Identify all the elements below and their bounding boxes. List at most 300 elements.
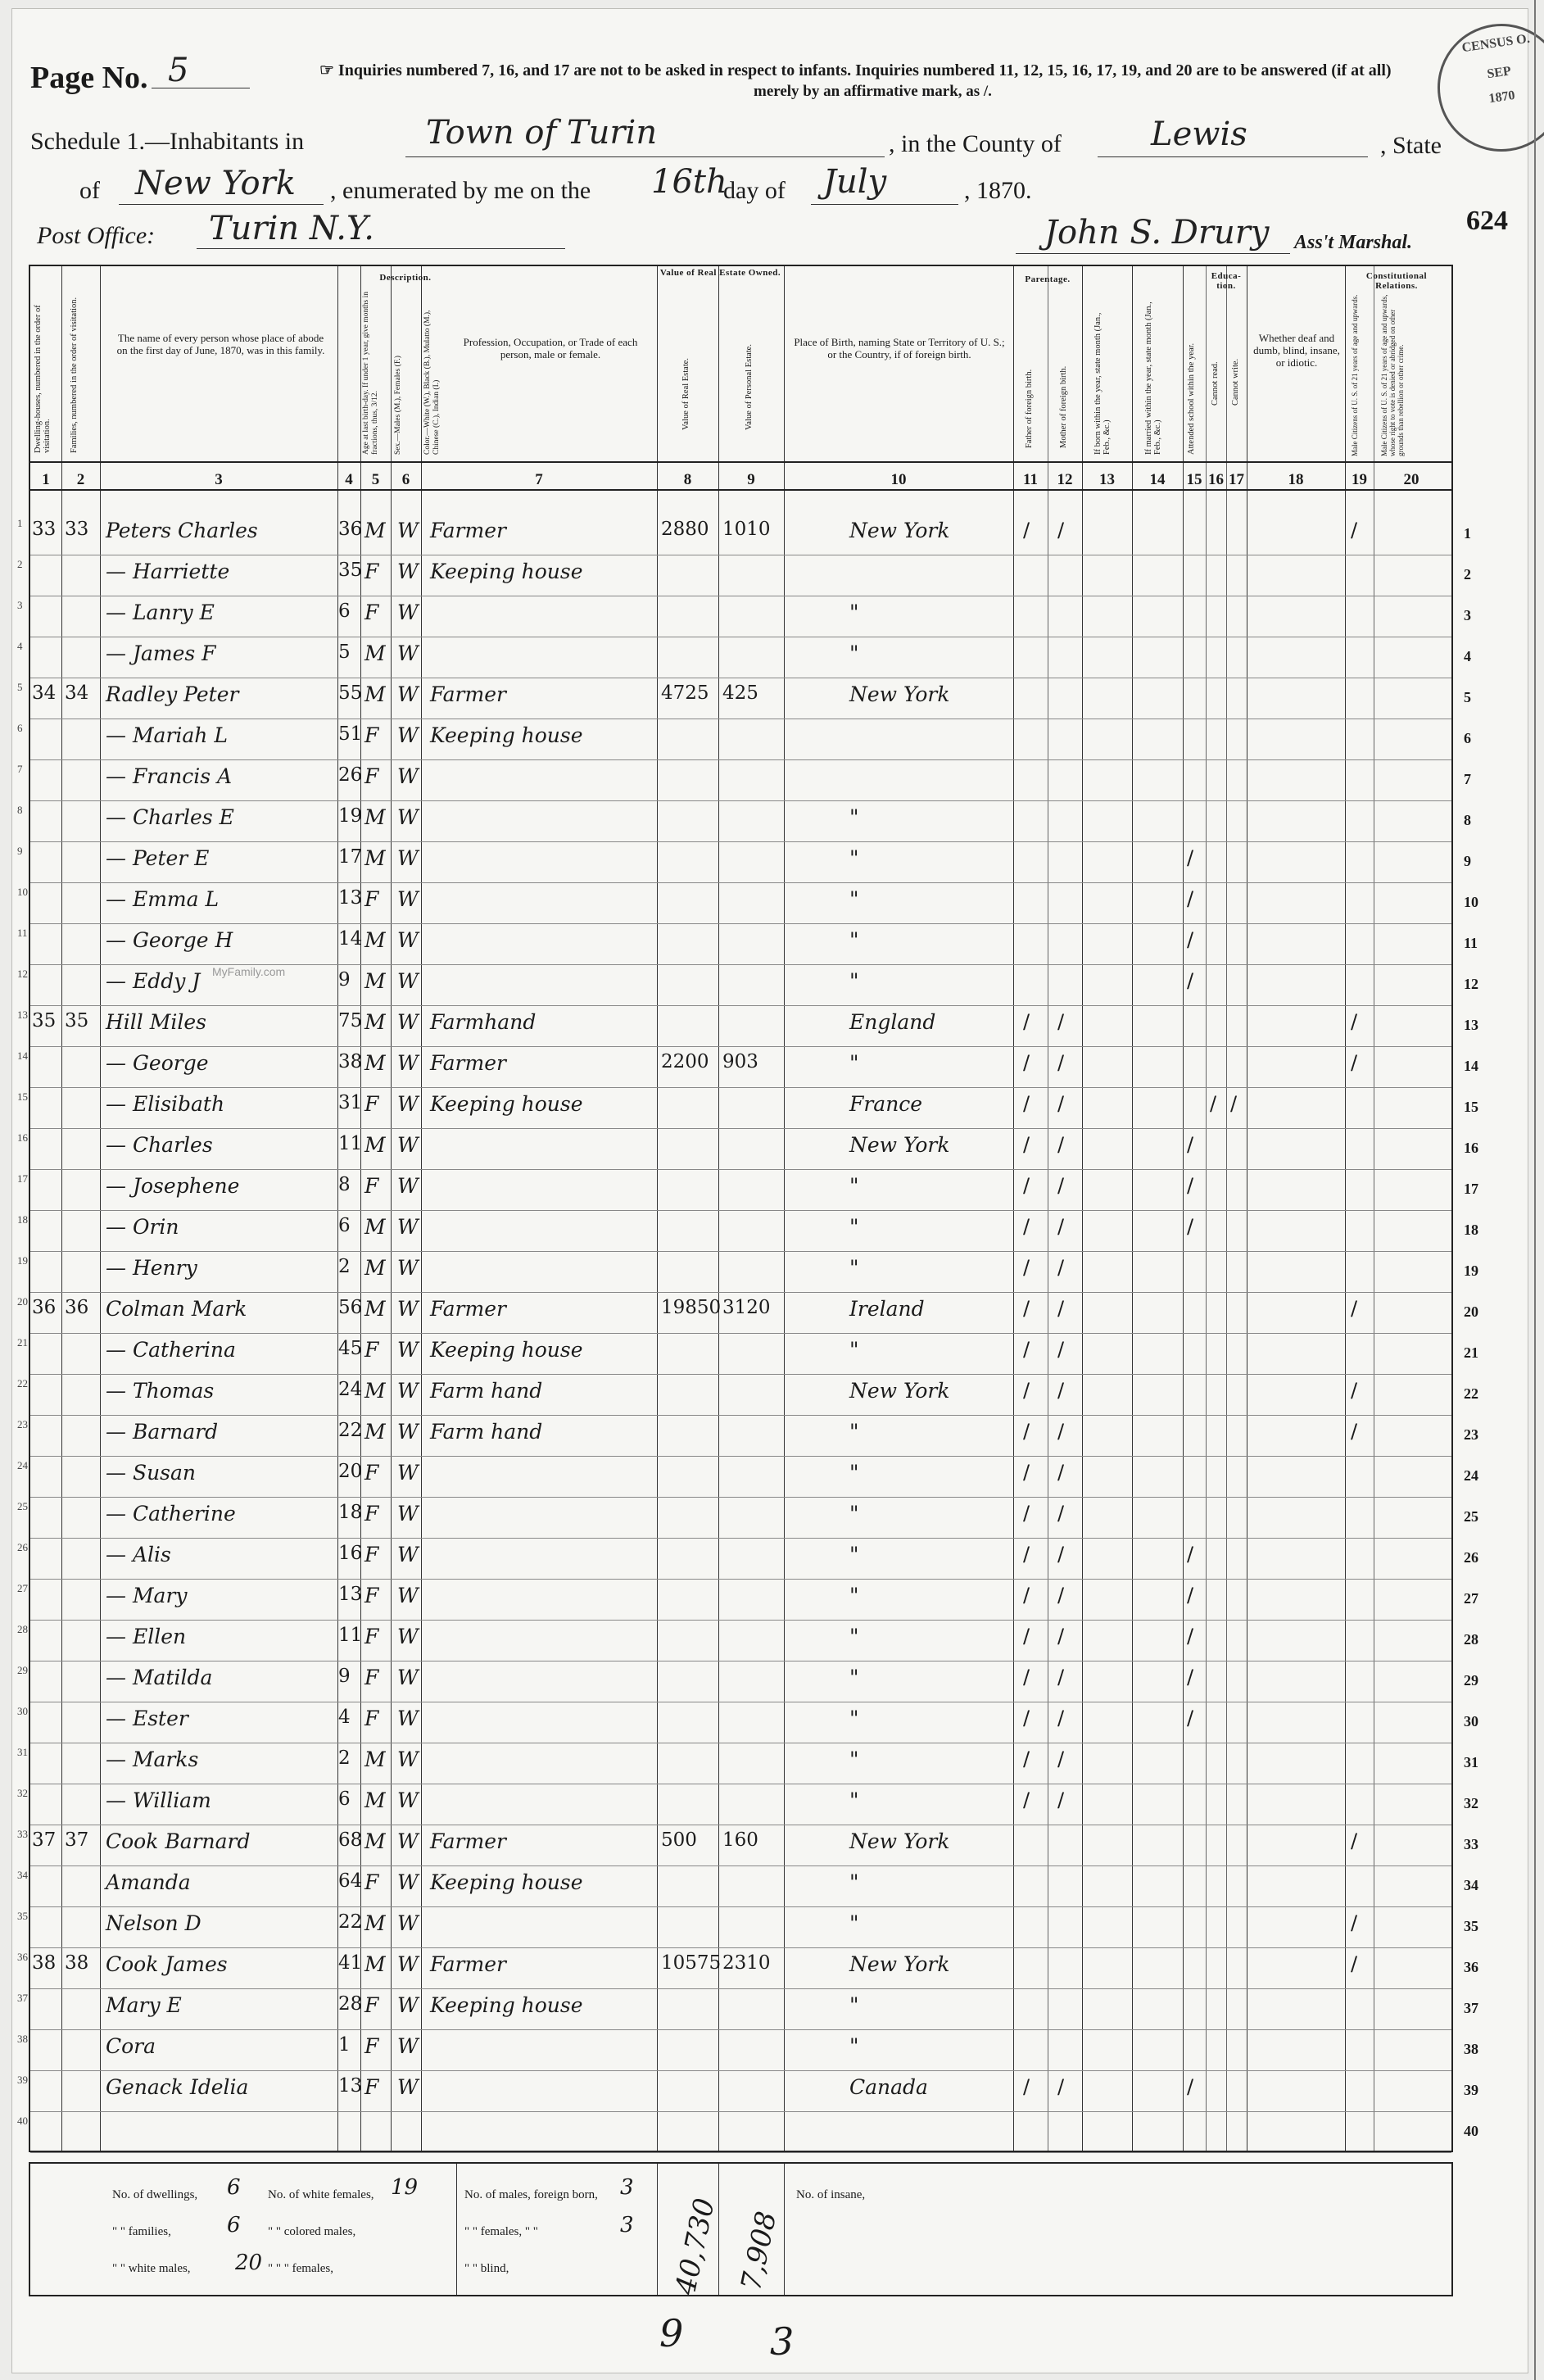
table-row — [17, 1251, 1478, 1293]
cell-name: Mary E — [106, 1993, 182, 2017]
cell-c15: / — [1187, 2075, 1194, 2098]
county-label: , in the County of — [889, 130, 1062, 157]
cell-birthplace: " — [849, 641, 859, 665]
cell-c15: / — [1187, 1625, 1194, 1648]
line-number: 28 — [1464, 1631, 1478, 1648]
cell-sex: F — [364, 2034, 379, 2058]
cell-age: 4 — [338, 1707, 351, 1728]
table-row — [17, 637, 1471, 678]
line-number: 5 — [1464, 689, 1471, 705]
cell-occupation: Keeping house — [430, 1993, 583, 2017]
col17-header: Cannot write. — [1231, 358, 1240, 406]
cell-sex: F — [364, 2075, 379, 2099]
table-row — [17, 678, 1471, 719]
line-number: 18 — [1464, 1222, 1478, 1238]
line-number: 24 — [1464, 1467, 1478, 1484]
cell-color: W — [397, 1584, 419, 1607]
line-number-left: 2 — [17, 558, 23, 570]
cell-personal-estate: 1010 — [722, 519, 771, 540]
cell-age: 36 — [338, 519, 363, 540]
line-number: 27 — [1464, 1590, 1478, 1607]
insane-label: No. of insane, — [796, 2188, 866, 2201]
table-row — [17, 596, 1471, 637]
cell-c12: / — [1057, 1297, 1065, 1320]
cell-birthplace: " — [849, 601, 859, 624]
cell-c11: / — [1023, 1051, 1030, 1074]
watermark-text: MyFamily.com — [212, 965, 286, 978]
line-number-left: 5 — [17, 681, 23, 693]
cell-sex: M — [364, 1788, 386, 1812]
cell-color: W — [397, 1010, 419, 1034]
line-number: 32 — [1464, 1795, 1478, 1811]
county-value: Lewis — [1151, 116, 1247, 153]
col-number: 3 — [215, 471, 223, 488]
cell-name: Hill Miles — [106, 1010, 206, 1034]
cell-sex: M — [364, 682, 386, 706]
col-number: 4 — [345, 471, 353, 488]
cell-occupation: Farmer — [430, 519, 506, 542]
line-number: 30 — [1464, 1713, 1478, 1729]
cell-age: 18 — [338, 1502, 363, 1523]
state-value: New York — [135, 165, 296, 202]
cell-c11: / — [1023, 1461, 1030, 1484]
line-number: 34 — [1464, 1877, 1478, 1893]
line-number-left: 31 — [17, 1746, 28, 1758]
cell-color: W — [397, 641, 419, 665]
cell-c19: / — [1351, 1379, 1358, 1402]
cell-c15: / — [1187, 1707, 1194, 1729]
cell-occupation: Farmer — [430, 1297, 506, 1321]
cell-color: W — [397, 2075, 419, 2099]
cell-age: 24 — [338, 1379, 363, 1400]
cell-birthplace: " — [849, 1338, 859, 1362]
col6-header: Color.—White (W.), Black (B.), Mulatto (M.), Chinese (C.), Indian (I.) — [423, 310, 441, 455]
col13-header: If born within the year, state month (Jan., Feb., &c.) — [1093, 312, 1112, 455]
males-foreign-label: No. of males, foreign born, — [464, 2188, 598, 2201]
line-number: 12 — [1464, 976, 1478, 992]
line-number-left: 23 — [17, 1418, 28, 1430]
cell-color: W — [397, 1625, 419, 1648]
col-number: 5 — [371, 471, 380, 488]
cell-name: — Lanry E — [106, 601, 215, 624]
cell-color: W — [397, 1707, 419, 1730]
line-number: 7 — [1464, 771, 1471, 787]
line-number: 23 — [1464, 1426, 1478, 1443]
cell-sex: M — [364, 1829, 386, 1853]
stamp-month: SEP — [1486, 64, 1512, 82]
cell-c15: / — [1187, 1666, 1194, 1689]
cell-sex: F — [364, 1584, 379, 1607]
col-number: 2 — [76, 471, 85, 488]
col8-header: Value of Real Estate. — [681, 357, 690, 430]
cell-color: W — [397, 969, 419, 993]
cell-color: W — [397, 1174, 419, 1198]
line-number: 31 — [1464, 1754, 1478, 1770]
cell-age: 64 — [338, 1870, 363, 1892]
town-underline — [405, 156, 885, 157]
year-label: , 1870. — [964, 177, 1032, 204]
line-number-left: 6 — [17, 722, 23, 734]
description-group-heading: Description. — [379, 273, 432, 283]
cell-name: — Matilda — [106, 1666, 213, 1689]
line-number-left: 39 — [17, 2074, 28, 2086]
cell-c12: / — [1057, 1379, 1065, 1402]
cell-age: 8 — [338, 1174, 351, 1195]
line-number-left: 25 — [17, 1500, 28, 1512]
cell-sex: F — [364, 1502, 379, 1525]
cell-color: W — [397, 1829, 419, 1853]
cell-age: 38 — [338, 1051, 363, 1072]
cell-sex: F — [364, 1993, 379, 2017]
cell-birthplace: " — [849, 1461, 859, 1485]
cell-color: W — [397, 1379, 419, 1403]
cell-c11: / — [1023, 1174, 1030, 1197]
cell-age: 28 — [338, 1993, 363, 2015]
census-table — [17, 265, 1478, 2152]
cell-family: 34 — [65, 682, 89, 704]
cell-birthplace: Ireland — [849, 1297, 925, 1321]
header-divider — [30, 461, 1451, 463]
cell-name: — Ester — [106, 1707, 188, 1730]
cell-c11: / — [1023, 1543, 1030, 1566]
cell-c15: / — [1187, 1215, 1194, 1238]
cell-color: W — [397, 601, 419, 624]
cell-c12: / — [1057, 1584, 1065, 1607]
cell-color: W — [397, 1748, 419, 1771]
summary-footer — [29, 2162, 1453, 2296]
table-row — [17, 841, 1471, 883]
col-number: 11 — [1023, 471, 1038, 488]
cell-birthplace: " — [849, 1666, 859, 1689]
marshal-underline — [1016, 253, 1290, 254]
col20-header: Male Citizens of U. S. of 21 years of age and upwards, whose right to vote is denied or abridged on other grounds than rebellion or other crime. — [1380, 294, 1405, 456]
blind-label: " " blind, — [464, 2262, 509, 2275]
table-row — [17, 1538, 1478, 1580]
cell-age: 22 — [338, 1420, 363, 1441]
col-number: 9 — [747, 471, 755, 488]
cell-c11: / — [1023, 1133, 1030, 1156]
line-number-left: 28 — [17, 1623, 28, 1635]
town-value: Town of Turin — [426, 114, 658, 152]
line-number: 25 — [1464, 1508, 1478, 1525]
line-number: 39 — [1464, 2082, 1478, 2098]
cell-birthplace: " — [849, 1420, 859, 1444]
cell-color: W — [397, 1911, 419, 1935]
archive-stamp — [1429, 16, 1544, 160]
cell-c11: / — [1023, 1748, 1030, 1770]
cell-name: — James F — [106, 641, 216, 665]
cell-name: Peters Charles — [106, 519, 258, 542]
line-number-left: 19 — [17, 1254, 28, 1267]
cell-name: — Elisibath — [106, 1092, 225, 1116]
col-number: 14 — [1149, 471, 1166, 488]
cell-age: 22 — [338, 1911, 363, 1933]
census-sheet — [11, 8, 1531, 2373]
cell-color: W — [397, 1870, 419, 1894]
cell-occupation: Farm hand — [430, 1379, 543, 1403]
cell-sex: M — [364, 969, 386, 993]
post-office-value: Turin N.Y. — [209, 210, 374, 247]
table-row — [17, 1579, 1478, 1621]
cell-real-estate: 2200 — [661, 1051, 709, 1072]
cell-c19: / — [1351, 1297, 1358, 1320]
cell-c11: / — [1023, 1666, 1030, 1689]
white-males-value: 20 — [235, 2251, 263, 2275]
cell-sex: F — [364, 1092, 379, 1116]
line-number: 11 — [1464, 935, 1478, 951]
line-number-left: 36 — [17, 1951, 28, 1963]
cell-c12: / — [1057, 1256, 1065, 1279]
col15-header: Attended school within the year. — [1187, 342, 1196, 455]
col-number: 16 — [1208, 471, 1224, 488]
cell-sex: F — [364, 1707, 379, 1730]
stamp-year: 1870 — [1487, 88, 1516, 107]
table-row — [17, 1702, 1478, 1743]
cell-birthplace: New York — [849, 1829, 950, 1853]
total-personal-estate: 7,908 — [735, 2208, 784, 2294]
cell-name: — George — [106, 1051, 209, 1075]
col-number: 1 — [42, 471, 50, 488]
cell-sex: F — [364, 1338, 379, 1362]
inquiries-note-2: merely by an affirmative mark, as /. — [754, 83, 992, 100]
cell-birthplace: " — [849, 805, 859, 829]
cell-c19: / — [1351, 1911, 1358, 1934]
cell-age: 26 — [338, 764, 363, 786]
col-number: 6 — [401, 471, 410, 488]
of-label: of — [79, 177, 100, 204]
line-number: 26 — [1464, 1549, 1478, 1566]
col19-header: Male Citizens of U. S. of 21 years of age and upwards. — [1351, 294, 1359, 456]
cell-color: W — [397, 682, 419, 706]
col12-header: Mother of foreign birth. — [1059, 365, 1068, 448]
cell-age: 2 — [338, 1748, 351, 1769]
line-number-left: 35 — [17, 1910, 28, 1922]
line-number: 33 — [1464, 1836, 1478, 1852]
cell-personal-estate: 2310 — [722, 1952, 771, 1974]
cell-birthplace: " — [849, 1707, 859, 1730]
col11-header: Father of foreign birth. — [1025, 369, 1034, 448]
cell-c12: / — [1057, 1707, 1065, 1729]
cell-age: 75 — [338, 1010, 363, 1031]
cell-sex: M — [364, 1133, 386, 1157]
cell-name: — Barnard — [106, 1420, 219, 1444]
header-divider — [30, 489, 1451, 491]
cell-sex: M — [364, 1420, 386, 1444]
cell-c19: / — [1351, 1420, 1358, 1443]
cell-personal-estate: 3120 — [722, 1297, 771, 1318]
col7-header: Profession, Occupation, or Trade of each person, male or female. — [463, 336, 638, 360]
cell-sex: M — [364, 641, 386, 665]
cell-occupation: Farmhand — [430, 1010, 537, 1034]
line-number: 21 — [1464, 1344, 1478, 1361]
cell-name: — Mariah L — [106, 723, 228, 747]
cell-c11: / — [1023, 1584, 1030, 1607]
cell-c12: / — [1057, 1133, 1065, 1156]
day-value: 16th — [651, 163, 727, 201]
cell-birthplace: " — [849, 1502, 859, 1525]
cell-age: 2 — [338, 1256, 351, 1277]
page-edge — [1534, 0, 1536, 2380]
line-number-left: 24 — [17, 1459, 28, 1471]
line-number: 9 — [1464, 853, 1471, 869]
stamp-text: CENSUS O. — [1460, 31, 1531, 56]
cell-color: W — [397, 1256, 419, 1280]
cell-c11: / — [1023, 1092, 1030, 1115]
cell-name: — Ellen — [106, 1625, 187, 1648]
table-row — [17, 1292, 1478, 1334]
line-number-left: 30 — [17, 1705, 28, 1717]
cell-sex: F — [364, 1625, 379, 1648]
cell-sex: M — [364, 1215, 386, 1239]
cell-color: W — [397, 1297, 419, 1321]
cell-sex: F — [364, 1461, 379, 1485]
cell-c12: / — [1057, 1338, 1065, 1361]
line-number-left: 40 — [17, 2115, 28, 2127]
cell-real-estate: 10575 — [661, 1952, 722, 1974]
total-real-estate: 40,730 — [669, 2195, 722, 2298]
table-row — [17, 1415, 1478, 1457]
cell-age: 35 — [338, 560, 363, 581]
line-number: 6 — [1464, 730, 1471, 746]
white-females-label: No. of white females, — [268, 2188, 374, 2201]
cell-c12: / — [1057, 2075, 1065, 2098]
table-row — [17, 1087, 1478, 1129]
month-underline — [811, 204, 958, 205]
cell-c11: / — [1023, 1338, 1030, 1361]
table-row — [17, 2029, 1478, 2071]
table-row — [17, 1128, 1478, 1170]
cell-name: Nelson D — [106, 1911, 201, 1935]
cell-real-estate: 4725 — [661, 682, 709, 704]
line-number-left: 12 — [17, 968, 28, 980]
cell-c11: / — [1023, 2075, 1030, 2098]
cell-sex: F — [364, 560, 379, 583]
cell-name: — Charles E — [106, 805, 234, 829]
footer-divider — [784, 2164, 785, 2295]
cell-birthplace: " — [849, 1870, 859, 1894]
table-row — [17, 514, 1471, 555]
colored-males-label: " " colored males, — [268, 2225, 356, 2238]
cell-c12: / — [1057, 1666, 1065, 1689]
bottom-note-left: 9 — [659, 2311, 684, 2355]
parentage-group-heading: Parentage. — [1025, 274, 1071, 284]
line-number: 3 — [1464, 607, 1471, 623]
cell-name: Cook Barnard — [106, 1829, 251, 1853]
cell-name: — Francis A — [106, 764, 233, 788]
cell-name: — Marks — [106, 1748, 199, 1771]
cell-c15: / — [1187, 1133, 1194, 1156]
col-number: 13 — [1099, 471, 1115, 488]
col2-header: Families, numbered in the order of visitation. — [70, 297, 79, 453]
cell-c12: / — [1057, 1788, 1065, 1811]
line-number: 40 — [1464, 2123, 1478, 2139]
line-number-left: 29 — [17, 1664, 28, 1676]
line-number: 1 — [1464, 525, 1471, 542]
cell-age: 45 — [338, 1338, 363, 1359]
cell-age: 16 — [338, 1543, 363, 1564]
col18-header: Whether deaf and dumb, blind, insane, or idiotic. — [1253, 332, 1340, 369]
line-number-left: 27 — [17, 1582, 28, 1594]
table-row — [17, 2111, 1478, 2153]
table-row — [17, 800, 1471, 842]
cell-name: — George H — [106, 928, 233, 952]
cell-color: W — [397, 519, 419, 542]
col-number: 12 — [1057, 471, 1073, 488]
cell-dwelling: 34 — [32, 682, 57, 704]
cell-birthplace: France — [849, 1092, 923, 1116]
cell-real-estate: 500 — [661, 1829, 697, 1851]
cell-color: W — [397, 805, 419, 829]
line-number-left: 16 — [17, 1131, 28, 1144]
cell-c19: / — [1351, 1051, 1358, 1074]
cell-color: W — [397, 1993, 419, 2017]
footer-divider — [657, 2164, 658, 2295]
line-number-left: 1 — [17, 517, 23, 529]
line-number-left: 20 — [17, 1295, 28, 1308]
cell-name: — Catherine — [106, 1502, 236, 1525]
cell-c15: / — [1187, 928, 1194, 951]
cell-c15: / — [1187, 1543, 1194, 1566]
page-no-value: 5 — [168, 52, 189, 89]
cell-name: — Alis — [106, 1543, 171, 1566]
cell-c12: / — [1057, 1543, 1065, 1566]
line-number: 38 — [1464, 2041, 1478, 2057]
cell-name: — Mary — [106, 1584, 188, 1607]
post-office-label: Post Office: — [37, 222, 156, 249]
cell-color: W — [397, 1543, 419, 1566]
cell-c12: / — [1057, 1420, 1065, 1443]
line-number-left: 13 — [17, 1009, 28, 1021]
cell-birthplace: " — [849, 1215, 859, 1239]
line-number-left: 26 — [17, 1541, 28, 1553]
cell-c12: / — [1057, 519, 1065, 542]
cell-age: 6 — [338, 601, 351, 622]
cell-c11: / — [1023, 1256, 1030, 1279]
cell-family: 35 — [65, 1010, 89, 1031]
cell-c17: / — [1230, 1092, 1238, 1115]
cell-sex: M — [364, 1748, 386, 1771]
cell-name: — Eddy J — [106, 969, 201, 993]
col-number: 7 — [535, 471, 543, 488]
cell-c12: / — [1057, 1051, 1065, 1074]
cell-occupation: Keeping house — [430, 1338, 583, 1362]
line-number-left: 18 — [17, 1213, 28, 1226]
col-number: 17 — [1229, 471, 1244, 488]
county-underline — [1098, 156, 1368, 157]
col-number: 15 — [1186, 471, 1202, 488]
cell-age: 9 — [338, 969, 351, 991]
marshal-signature: John S. Drury — [1044, 214, 1270, 252]
col-number: 8 — [683, 471, 692, 488]
line-number-left: 32 — [17, 1787, 28, 1799]
col14-header: If married within the year, state month (Jan., Feb., &c.) — [1144, 301, 1162, 455]
value-group-heading: Value of Real Estate Owned. — [659, 268, 781, 278]
table-row — [17, 2070, 1478, 2112]
cell-birthplace: " — [849, 1993, 859, 2017]
cell-age: 5 — [338, 641, 351, 663]
cell-age: 9 — [338, 1666, 351, 1687]
cell-birthplace: " — [849, 846, 859, 870]
table-row — [17, 1743, 1478, 1784]
cell-birthplace: New York — [849, 519, 950, 542]
cell-age: 6 — [338, 1215, 351, 1236]
cell-sex: M — [364, 805, 386, 829]
white-females-value: 19 — [391, 2175, 419, 2200]
line-number-left: 7 — [17, 763, 23, 775]
cell-family: 38 — [65, 1952, 89, 1974]
cell-sex: M — [364, 1010, 386, 1034]
cell-birthplace: " — [849, 969, 859, 993]
